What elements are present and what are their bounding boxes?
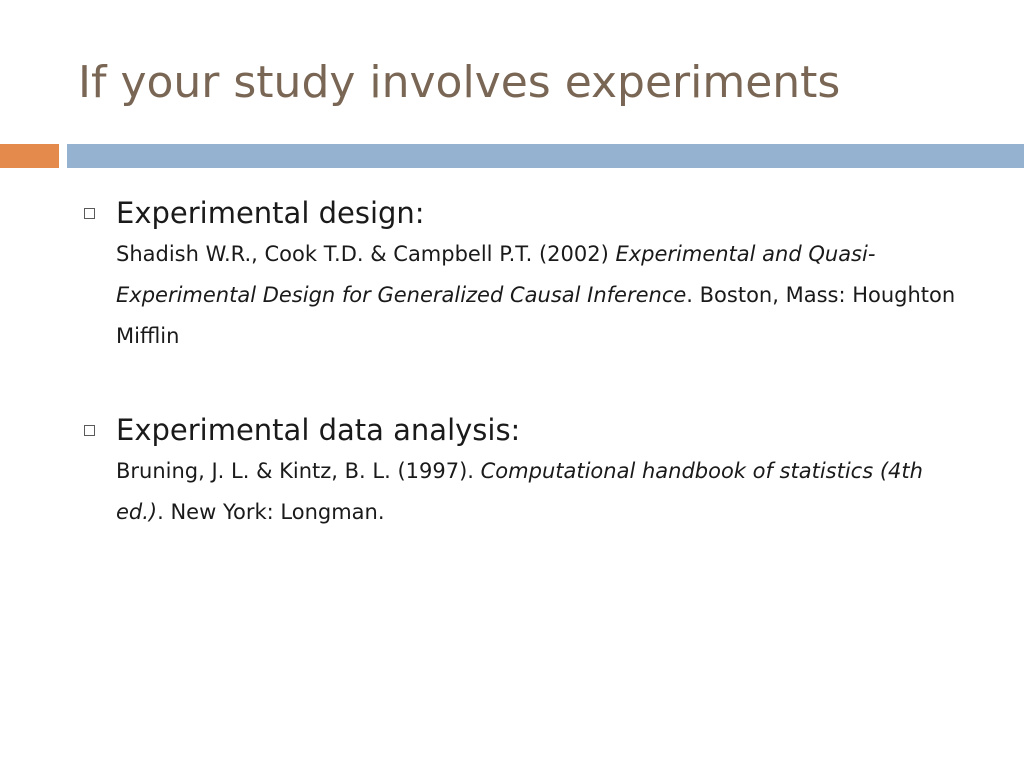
bullet-item-experimental-design xyxy=(84,192,964,357)
bullet-heading: Experimental design: xyxy=(116,196,425,230)
reference-title: Experimental and Quasi-Experimental Design for Generalized Causal Inference xyxy=(116,242,876,307)
accent-bar-orange xyxy=(0,144,59,168)
reference-publisher: . Boston, Mass: Houghton Mifflin xyxy=(116,283,956,348)
square-bullet-icon xyxy=(84,208,95,219)
reference-citation xyxy=(116,451,964,533)
reference-authors: Bruning, J. L. & Kintz, B. L. (1997). xyxy=(116,459,481,483)
reference-authors: Shadish W.R., Cook T.D. & Campbell P.T. (2002) xyxy=(116,242,616,266)
reference-publisher: . New York: Longman. xyxy=(157,500,385,524)
square-bullet-icon xyxy=(84,425,95,436)
accent-bar-blue xyxy=(67,144,1024,168)
reference-title: Computational handbook of statistics (4th ed.) xyxy=(116,459,923,524)
reference-citation xyxy=(116,234,964,357)
slide-title: If your study involves experiments xyxy=(78,57,841,108)
bullet-heading: Experimental data analysis: xyxy=(116,413,521,447)
bullet-list xyxy=(84,192,964,585)
bullet-item-data-analysis xyxy=(84,409,964,533)
